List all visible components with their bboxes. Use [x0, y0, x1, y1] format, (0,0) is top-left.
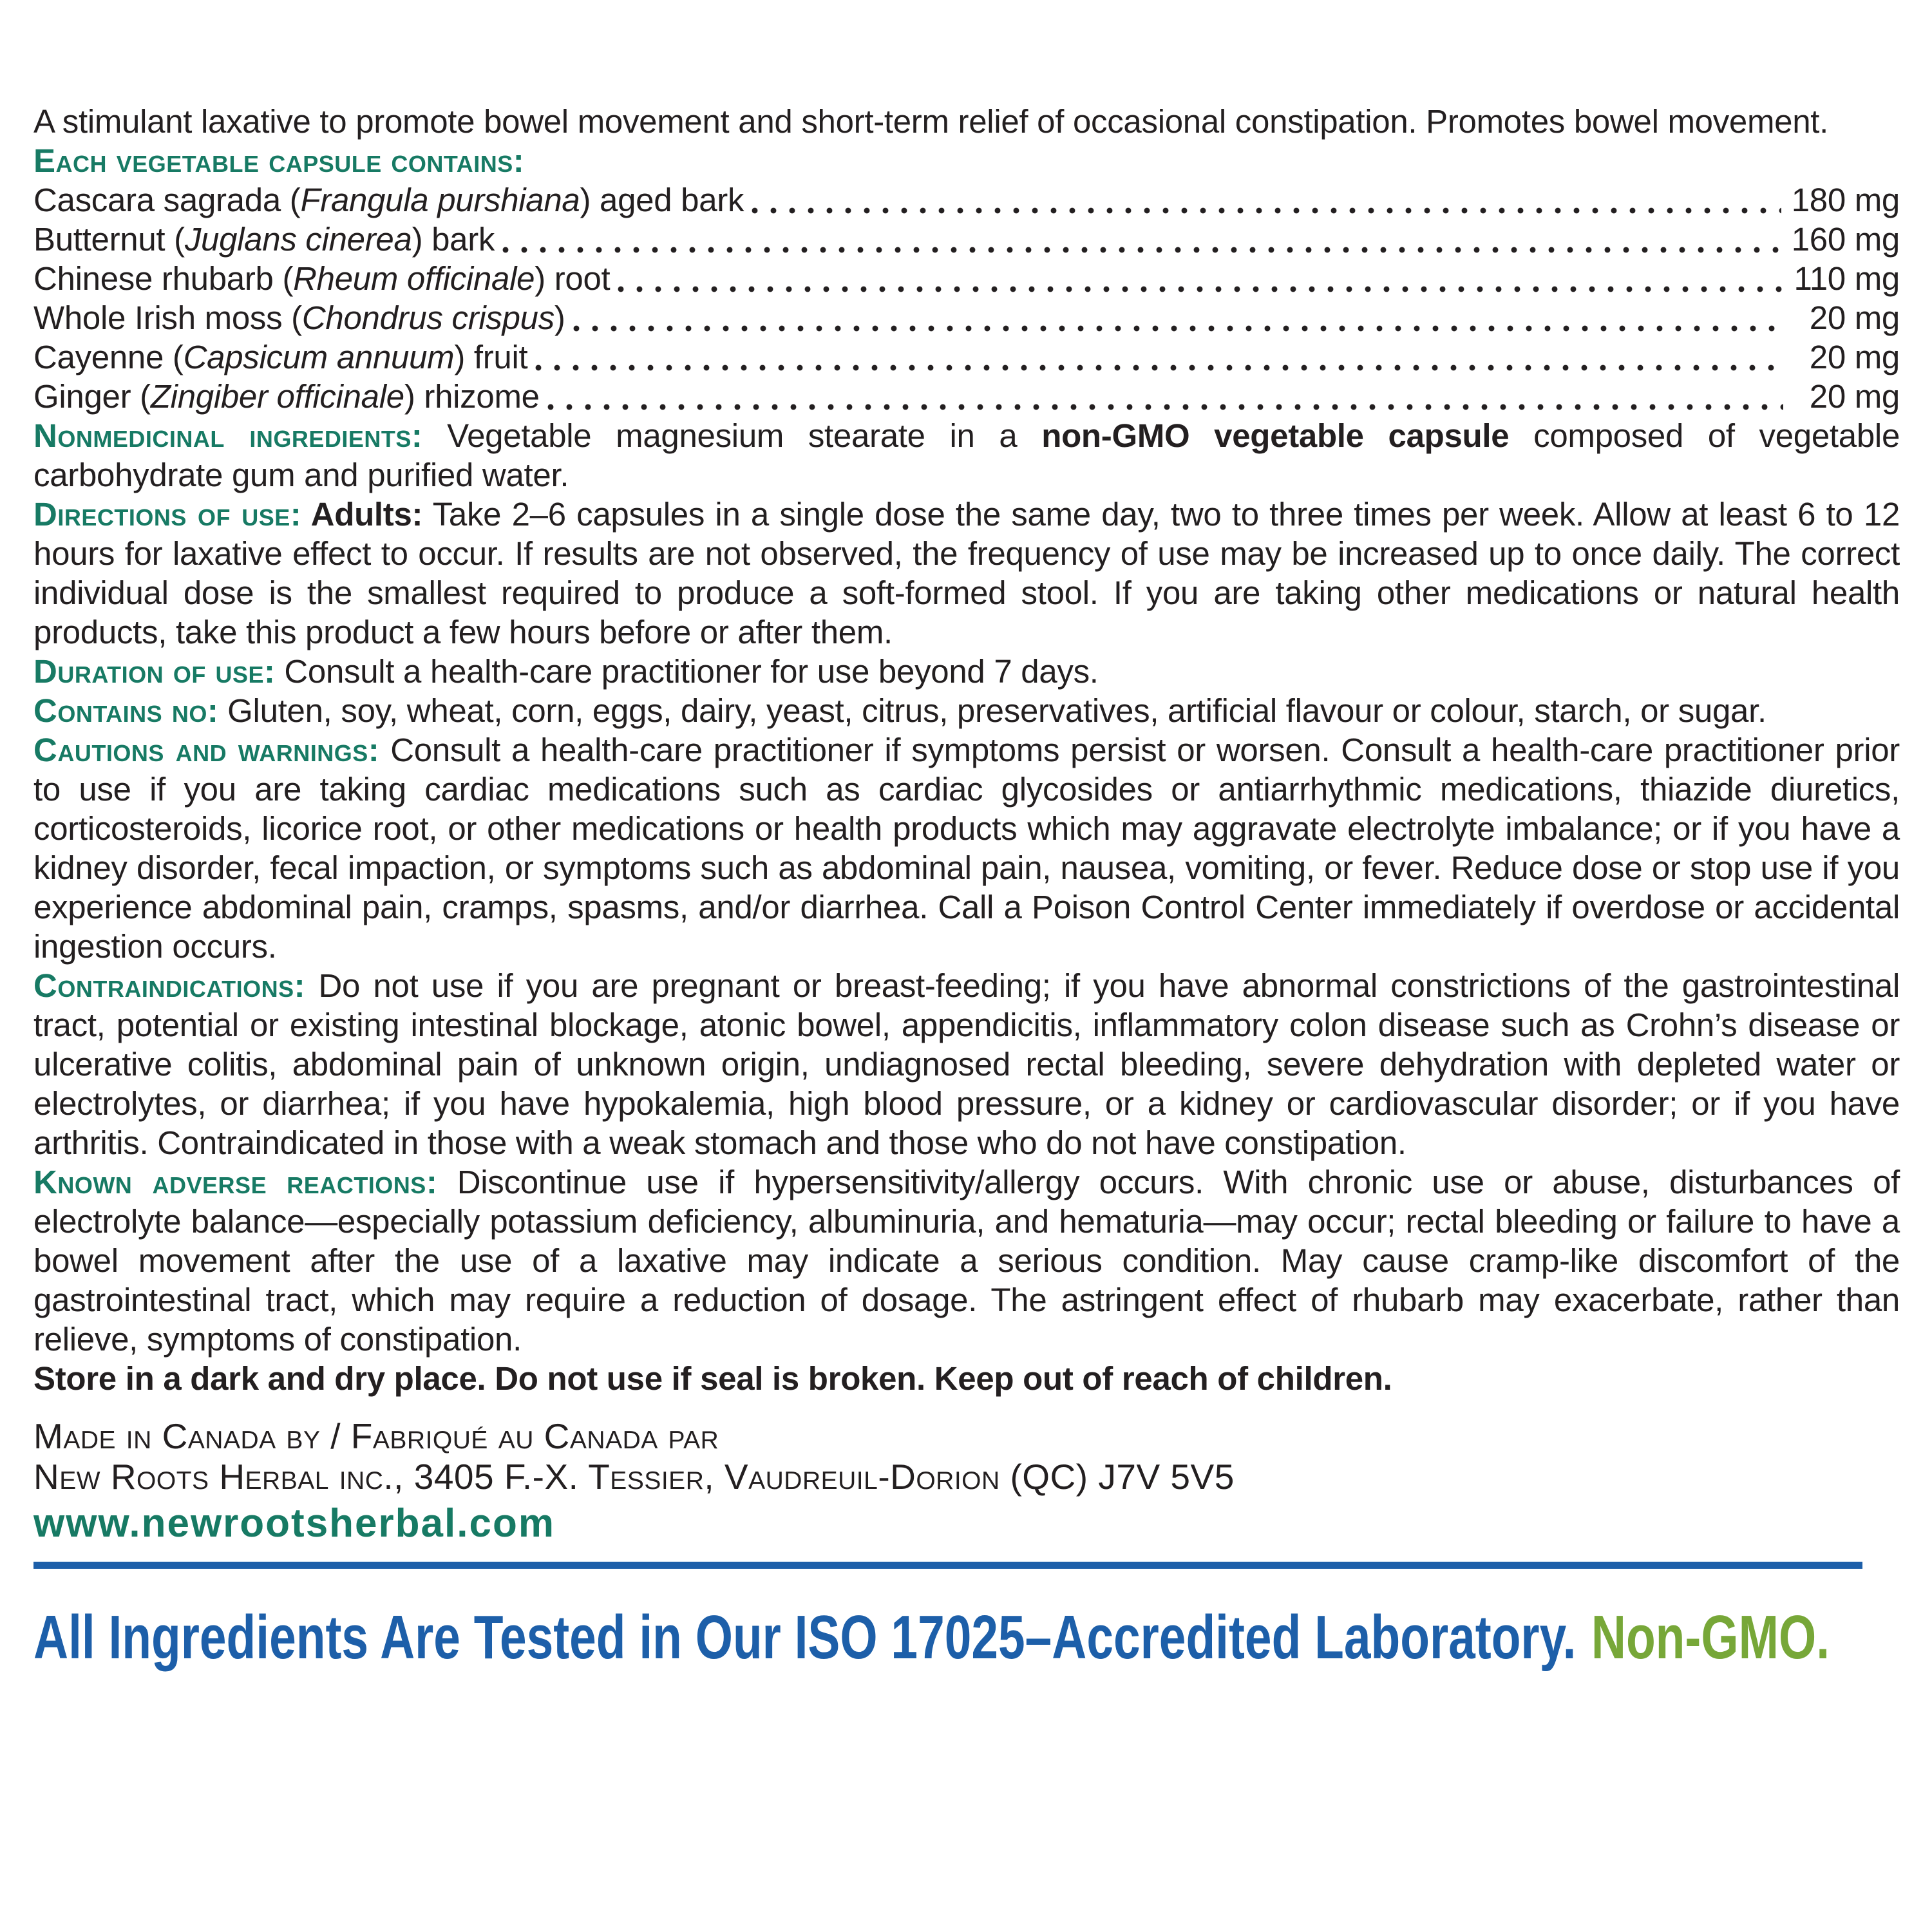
- text-segment: Adults:: [301, 496, 423, 533]
- text-segment: Cayenne (: [33, 339, 184, 375]
- label-paragraph: [33, 652, 1900, 691]
- text-segment: ) fruit: [454, 339, 528, 375]
- text-segment: Whole Irish moss (: [33, 299, 302, 336]
- divider-rule: [33, 1562, 1862, 1569]
- ingredient-amount: 180 mg: [1791, 182, 1900, 218]
- text-segment: Do not use if you are pregnant or breast-feeding; if you have abnormal constrictions of the gastrointestinal tract, potential or existing intestinal blockage, atonic bowel, appendicitis, inflammatory colon disease such as Crohn’s disease or ulcerative colitis, abdominal pain of unknown origin, undiagnosed rectal bleeding, severe dehydration with depleted water or electrolytes, or diarrhea; if you have hypokalemia, high blood pressure, or a kidney or cardiovascular disorder; or if you have arthritis. Contraindicated in those with a weak stomach and those who do not have constipation.: [33, 967, 1900, 1161]
- accreditation-banner: [33, 1603, 1830, 1672]
- made-in-line: Made in Canada by / Fabriqué au Canada par: [33, 1416, 719, 1456]
- ingredient-name: [33, 220, 495, 259]
- section-heading: Each vegetable capsule contains:: [33, 142, 525, 179]
- label-paragraph: [33, 1162, 1900, 1359]
- text-segment: A stimulant laxative to promote bowel movement and short-term relief of occasional constipation. Promotes bowel movement.: [33, 103, 1829, 140]
- text-segment: Butternut (: [33, 221, 185, 258]
- text-segment: Chinese rhubarb (: [33, 260, 294, 297]
- text-segment: Store in a dark and dry place. Do not use if seal is broken. Keep out of reach of children.: [33, 1360, 1392, 1397]
- text-segment: Ginger (: [33, 378, 151, 415]
- label-paragraph: [33, 141, 1900, 180]
- text-segment: Consult a health-care practitioner if symptoms persist or worsen. Consult a health-care practitioner prior to use if you are taking cardiac medications such as cardiac glycosides or antiarrhythmic medications, thiazide diuretics, corticosteroids, licorice root, or other medications or health products which may aggravate electrolyte imbalance; or if you have a kidney disorder, fecal impaction, or symptoms such as abdominal pain, nausea, vomiting, or fever. Reduce dose or stop use if you experience abdominal pain, cramps, spasms, and/or diarrhea. Call a Poison Control Center immediately if overdose or accidental ingestion occurs.: [33, 732, 1900, 965]
- ingredient-amount: 20 mg: [1809, 339, 1900, 375]
- section-heading: Contraindications:: [33, 967, 306, 1004]
- section-heading: Known adverse reactions:: [33, 1164, 438, 1200]
- ingredient-row: [33, 220, 1900, 259]
- text-segment: non-GMO vegetable capsule: [1041, 417, 1510, 454]
- ingredient-name: [33, 259, 610, 298]
- label-paragraph: [33, 691, 1900, 730]
- text-segment: Cascara sagrada (: [33, 182, 301, 218]
- ingredient-amount: 20 mg: [1809, 299, 1900, 336]
- ingredient-name: [33, 180, 744, 220]
- text-segment: ): [554, 299, 565, 336]
- section-heading: Contains no:: [33, 692, 219, 729]
- ingredient-row: [33, 337, 1900, 377]
- label-body: [33, 102, 1900, 1398]
- ingredient-row: [33, 259, 1900, 298]
- ingredient-amount: 110 mg: [1794, 260, 1900, 297]
- manufacturer-block: [33, 1416, 1900, 1546]
- website-text: www.newrootsherbal.com: [33, 1501, 555, 1546]
- text-segment: Vegetable magnesium stearate in a: [422, 417, 1042, 454]
- non-gmo-badge: Non-GMO.: [1591, 1603, 1830, 1672]
- text-segment: ) root: [535, 260, 611, 297]
- section-heading: Cautions and warnings:: [33, 732, 380, 768]
- label-paragraph: [33, 730, 1900, 966]
- label-paragraph: [33, 495, 1900, 652]
- text-segment: ) aged bark: [580, 182, 744, 218]
- text-segment: Zingiber officinale: [150, 378, 404, 415]
- text-segment: ) rhizome: [404, 378, 540, 415]
- text-segment: Discontinue use if hypersensitivity/allergy occurs. With chronic use or abuse, disturbances of electrolyte balance—especially potassium deficiency, albuminuria, and hematuria—may occur; rectal bleeding or failure to have a bowel movement after the use of a laxative may indicate a serious condition. May cause cramp-like discomfort of the gastrointestinal tract, which may require a reduction of dosage. The astringent effect of rhubarb may exacerbate, rather than relieve, symptoms of constipation.: [33, 1164, 1900, 1358]
- text-segment: Frangula purshiana: [300, 182, 580, 218]
- text-segment: Take 2–6 capsules in a single dose the same day, two to three times per week. Allow at least 6 to 12 hours for laxative effect to occur. If results are not observed, the frequency of use may be increased up to once daily. The correct individual dose is the smallest required to produce a soft-formed stool. If you are taking other medications or natural health products, take this product a few hours before or after them.: [33, 496, 1900, 650]
- ingredient-row: [33, 180, 1900, 220]
- dot-leader: [752, 207, 1781, 214]
- dot-leader: [547, 404, 1783, 410]
- label-paragraph: [33, 102, 1900, 141]
- text-segment: Capsicum annuum: [183, 339, 455, 375]
- ingredient-name: [33, 377, 540, 416]
- text-segment: ) bark: [412, 221, 495, 258]
- text-segment: composed of vegetable carbohydrate gum and purified water.: [33, 417, 1900, 493]
- dot-leader: [502, 247, 1781, 253]
- label-paragraph: [33, 416, 1900, 495]
- label-paragraph: [33, 1359, 1900, 1398]
- dot-leader: [618, 286, 1783, 292]
- label-paragraph: [33, 966, 1900, 1162]
- text-segment: Rheum officinale: [293, 260, 535, 297]
- address-line: New Roots Herbal inc., 3405 F.-X. Tessier, Vaudreuil-Dorion (QC) J7V 5V5: [33, 1457, 1235, 1497]
- text-segment: Chondrus crispus: [301, 299, 554, 336]
- text-segment: Consult a health-care practitioner for use beyond 7 days.: [275, 653, 1099, 690]
- ingredient-row: [33, 298, 1900, 337]
- tested-statement: All Ingredients Are Tested in Our ISO 17025–Accredited Laboratory.: [33, 1603, 1577, 1672]
- dot-leader: [573, 325, 1783, 332]
- ingredient-name: [33, 298, 565, 337]
- text-segment: Gluten, soy, wheat, corn, eggs, dairy, yeast, citrus, preservatives, artificial flavour or colour, starch, or sugar.: [218, 692, 1766, 729]
- dot-leader: [535, 365, 1783, 371]
- ingredient-row: [33, 377, 1900, 416]
- ingredient-name: [33, 337, 527, 377]
- text-segment: Juglans cinerea: [184, 221, 412, 258]
- ingredient-amount: 160 mg: [1791, 221, 1900, 258]
- ingredient-amount: 20 mg: [1809, 378, 1900, 415]
- section-heading: Directions of use:: [33, 496, 302, 533]
- section-heading: Duration of use:: [33, 653, 276, 690]
- section-heading: Nonmedicinal ingredients:: [33, 417, 423, 454]
